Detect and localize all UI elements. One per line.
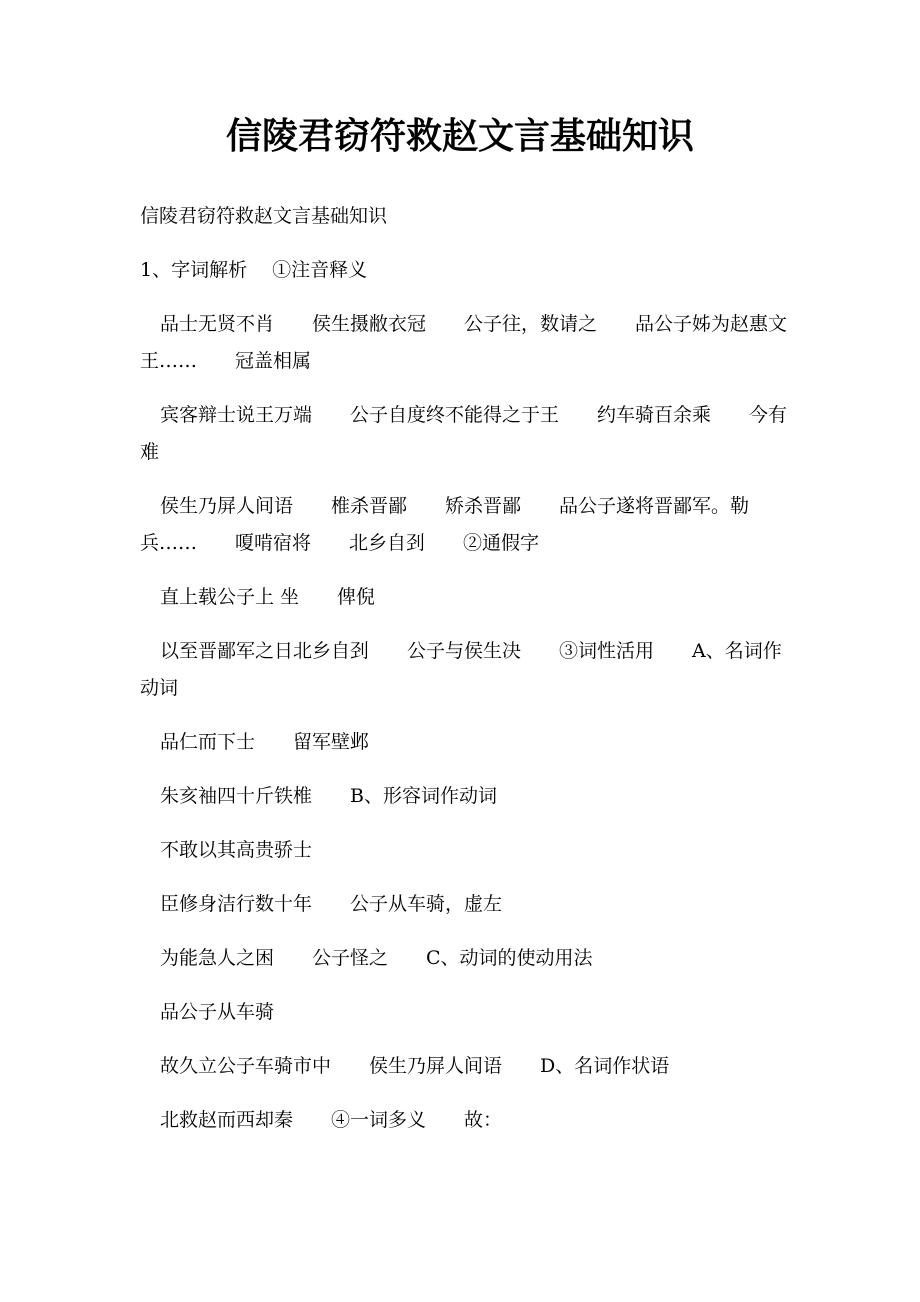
paragraph-section-heading: 1、字词解析 ①注音释义 bbox=[140, 259, 368, 281]
paragraph: 为能急人之困 公子怪之 C、动词的使动用法 bbox=[160, 947, 593, 969]
paragraph-subtitle: 信陵君窃符救赵文言基础知识 bbox=[140, 205, 388, 227]
paragraph: 侯生乃屏人间语 椎杀晋鄙 矫杀晋鄙 品公子遂将晋鄙军。勒兵…… 嗄啃宿将 北乡自刭 ②通假字 bbox=[140, 495, 750, 554]
paragraph: 故久立公子车骑市中 侯生乃屏人间语 D、名词作状语 bbox=[160, 1055, 670, 1077]
paragraph: 宾客辩士说王万端 公子自度终不能得之于王 约车骑百余乘 今有难 bbox=[140, 404, 788, 463]
paragraph: 臣修身洁行数十年 公子从车骑，虚左 bbox=[160, 893, 503, 915]
document-title: 信陵君窃符救赵文言基础知识 bbox=[225, 115, 694, 157]
paragraph: 直上载公子上 坐 俾倪 bbox=[160, 586, 376, 608]
paragraph: 品公子从车骑 bbox=[160, 1001, 275, 1023]
paragraph: 朱亥袖四十斤铁椎 B、形容词作动词 bbox=[160, 785, 497, 807]
paragraph: 品仁而下士 留军壁邺 bbox=[160, 731, 370, 753]
paragraph: 不敢以其高贵骄士 bbox=[160, 839, 313, 861]
paragraph: 品士无贤不肖 侯生摄敝衣冠 公子往，数请之 品公子姊为赵惠文王…… 冠盖相属 bbox=[140, 313, 788, 372]
paragraph: 北救赵而西却秦 ④一词多义 故： bbox=[160, 1109, 503, 1131]
document-body bbox=[140, 198, 790, 1156]
paragraph: 以至晋鄙军之日北乡自刭 公子与侯生决 ③词性活用 A、名词作动词 bbox=[140, 640, 782, 699]
